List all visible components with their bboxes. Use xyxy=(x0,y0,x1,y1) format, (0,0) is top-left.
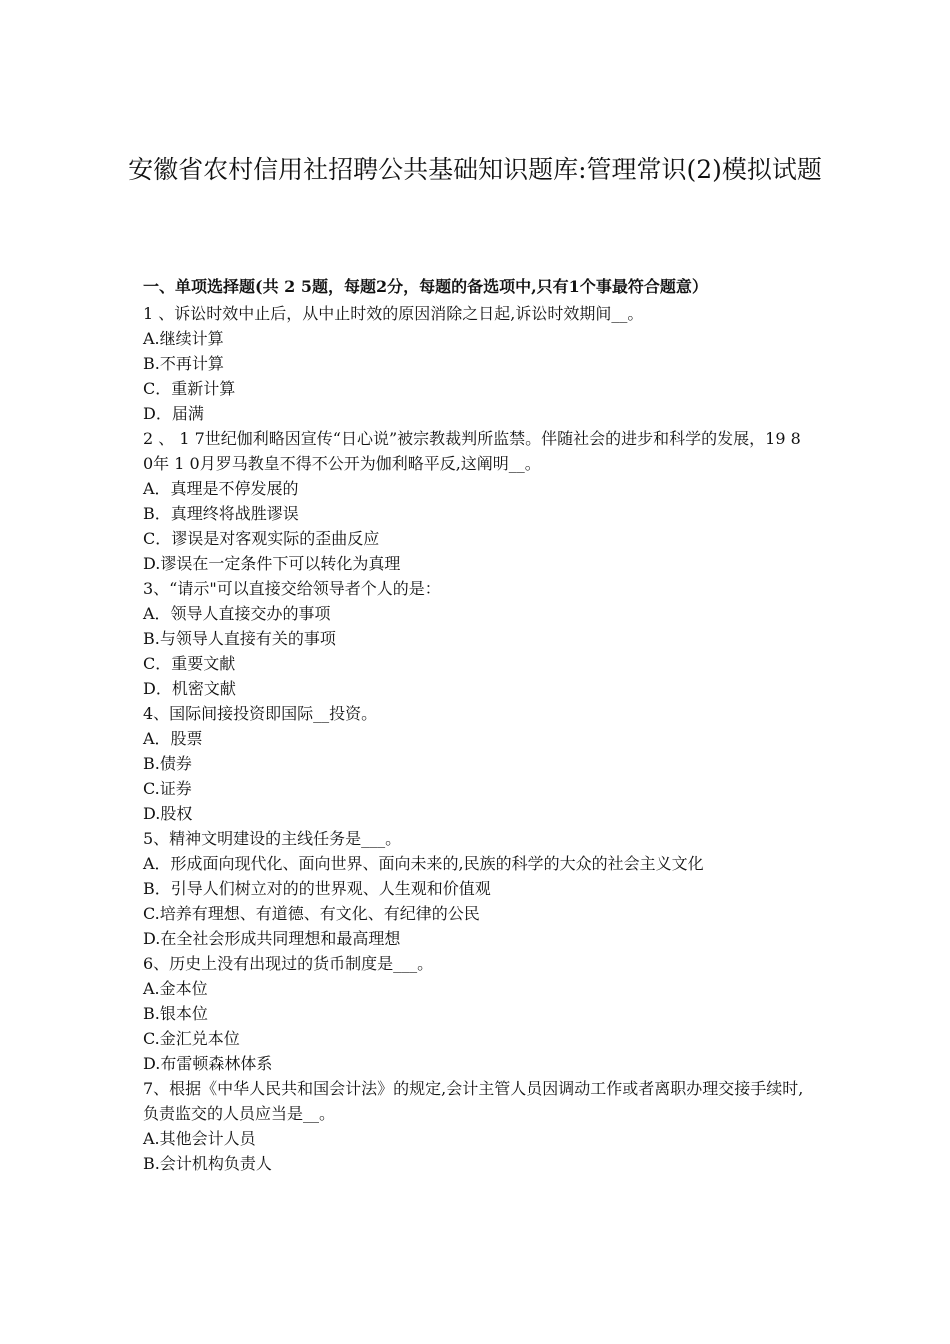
question-2 xyxy=(143,426,815,576)
option-c: C．重新计算 xyxy=(143,379,236,398)
question-4 xyxy=(143,701,815,826)
option-b: B.与领导人直接有关的事项 xyxy=(143,629,336,648)
question-6 xyxy=(143,951,815,1076)
option-a: A.其他会计人员 xyxy=(143,1129,256,1148)
option-d: D.股权 xyxy=(143,804,193,823)
option-d: D.谬误在一定条件下可以转化为真理 xyxy=(143,554,401,573)
question-stem: 6、历史上没有出现过的货币制度是___。 xyxy=(143,954,434,973)
option-c: C.证券 xyxy=(143,779,192,798)
option-b: B.不再计算 xyxy=(143,354,224,373)
option-d: D.布雷顿森林体系 xyxy=(143,1054,273,1073)
document-title: 安徽省农村信用社招聘公共基础知识题库:管理常识(2)模拟试题 xyxy=(128,155,822,184)
option-b: B.会计机构负责人 xyxy=(143,1154,272,1173)
option-a: A．领导人直接交办的事项 xyxy=(143,604,331,623)
question-stem: 4、国际间接投资即国际__投资。 xyxy=(143,704,378,723)
option-a: A．股票 xyxy=(143,729,203,748)
question-stem: 3、“请示"可以直接交给领导者个人的是： xyxy=(143,579,441,598)
option-b: B.债券 xyxy=(143,754,192,773)
question-stem: 5、精神文明建设的主线任务是___。 xyxy=(143,829,402,848)
option-a: A.继续计算 xyxy=(143,329,224,348)
option-c: C.金汇兑本位 xyxy=(143,1029,240,1048)
option-b: B.银本位 xyxy=(143,1004,208,1023)
option-b: B．引导人们树立对的的世界观、人生观和价值观 xyxy=(143,879,491,898)
option-c: C.培养有理想、有道德、有文化、有纪律的公民 xyxy=(143,904,480,923)
document-body xyxy=(143,276,815,1176)
question-7 xyxy=(143,1076,815,1176)
question-stem: 7、根据《中华人民共和国会计法》的规定,会计主管人员因调动工作或者离职办理交接手续时,负责监交的人员应当是__。 xyxy=(143,1079,804,1123)
question-stem: 1 、诉讼时效中止后，从中止时效的原因消除之日起,诉讼时效期间__。 xyxy=(143,304,644,323)
option-d: D．机密文献 xyxy=(143,679,236,698)
option-d: D．届满 xyxy=(143,404,204,423)
question-1 xyxy=(143,301,815,426)
option-a: A．形成面向现代化、面向世界、面向未来的,民族的科学的大众的社会主义文化 xyxy=(143,854,704,873)
option-c: C．重要文献 xyxy=(143,654,236,673)
option-b: B．真理终将战胜谬误 xyxy=(143,504,299,523)
option-a: A.金本位 xyxy=(143,979,208,998)
option-c: C．谬误是对客观实际的歪曲反应 xyxy=(143,529,380,548)
section-heading: 一、单项选择题(共 2 5题，每题2分，每题的备选项中,只有1个事最符合题意） xyxy=(143,277,708,296)
option-d: D.在全社会形成共同理想和最高理想 xyxy=(143,929,401,948)
question-stem: 2 、 1 7世纪伽利略因宣传“日心说”被宗教裁判所监禁。伴随社会的进步和科学的发展，19 8 0年 1 0月罗马教皇不得不公开为伽利略平反,这阐明__。 xyxy=(143,429,801,473)
question-5 xyxy=(143,826,815,951)
question-3 xyxy=(143,576,815,701)
option-a: A．真理是不停发展的 xyxy=(143,479,299,498)
